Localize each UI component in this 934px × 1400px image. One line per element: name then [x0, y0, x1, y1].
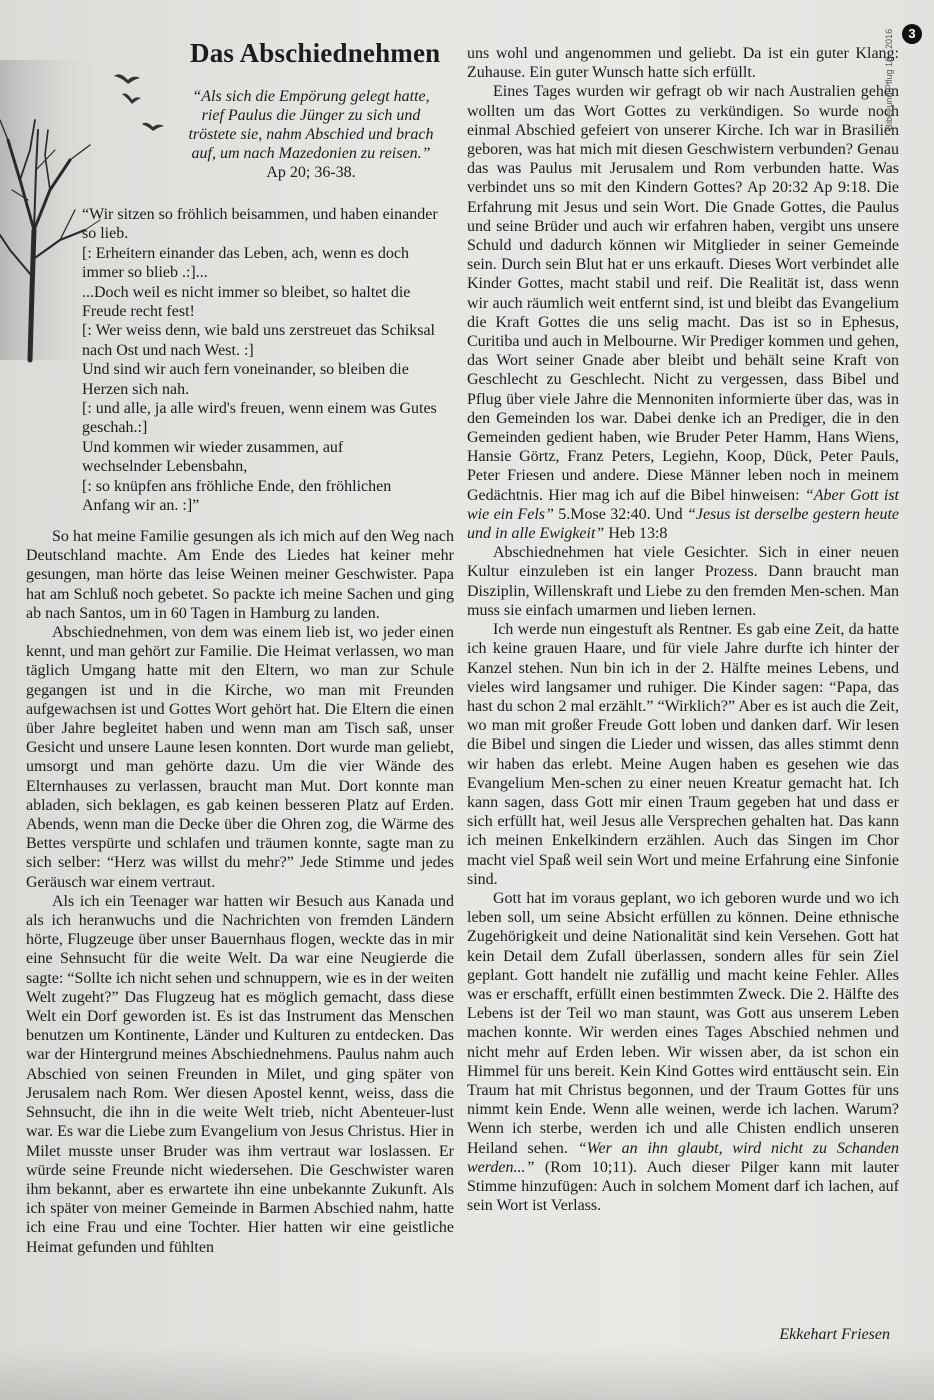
paragraph: Abschiednehmen, von dem was einem lieb ist, wo jeder einen kennt, und man gehört zur Familie. Die Heimat verlassen, wo man täglich Umgang hatte mit den Eltern, wo man zur Schule gegangen ist und in die Kirche, wo man mit Freunden aufgewachsen ist und Gottes Wort gehört hat. Die Eltern die einen über Jahre begleitet haben und wenn man am Tisch saß, unser Gesicht und unsere Laune lesen konnten. Dort wurde man geliebt, umsorgt und man gehörte dazu. Um die vier Wände des Elternhauses zu verlassen, braucht man Mut. Dort konnte man abladen, sich beklagen, es gab keinen besseren Platz auf Erden. Abends, wenn man die Decke über die Ohren zog, die Wärme des Bettes verspürte und schlafen und träumen konnte, sagte man zu sich selber: “Herz was willst du mehr?” Jede Stimme und jedes Geräusch war einem vertraut. — [26, 624, 454, 891]
poem-line: [: Erheitern einander das Leben, ach, wenn es doch — [82, 244, 409, 262]
side-label — [884, 28, 934, 160]
bible-quote: “Jesus ist derselbe gestern heute und in alle Ewigkeit” — [467, 505, 899, 543]
right-column — [467, 28, 900, 1215]
author-signature: Ekkehart Friesen — [779, 1326, 890, 1343]
paragraph: Ich werde nun eingestuft als Rentner. Es gab eine Zeit, da hatte ich keine grauen Haare, und für viele Jahre durfte ich hinter der Kanzel stehen. Nun bin ich in der 2. Hälfte meines Lebens, und vieles wird langsamer und ruhiger. Die Kinder sagen: “Papa, das hast du schon 2 mal erzählt.” “Wirklich?” Aber es ist auch die Zeit, wo man mit großer Freude Gott loben und danken darf. Wir lesen die Bibel und singen die Lieder und wissen, das alles stimmt denn wir haben das erlebt. Meine Augen haben es gesehen wie das Evangelium Men-schen zu einer neuen Kreatur gemacht hat. Ich kann sagen, dass Gott mir einen Traum gegeben hat und dass er sich erfüllt hat, weil Jesus alle Versprechen gehalten hat. Das kann ich meinen Enkelkindern erzählen. Auch das Singen im Chor macht viel Spaß weil sein Wort und meine Erfahrung eine Sinfonie sind. — [467, 621, 899, 888]
poem-line: [: und alle, ja alle wird's freuen, wenn einem was Gutes — [82, 400, 437, 418]
epigraph-quote — [170, 87, 452, 182]
paragraph: Als ich ein Teenager war hatten wir Besuch aus Kanada und als ich heranwuchs und die Nachrichten von fremden Ländern hörte, Flugzeuge über unser Bauernhaus flogen, weckte das in mir eine Sehnsucht für die weite Welt. Da war eine Neugierde die sagte: “Sollte ich nicht sehen und schnuppern, wie es in der weiten Welt zugeht?” Das Flugzeug hat es möglich gemacht, dass diese Welt ein Dorf geworden ist. Es ist das Instrument das Menschen benutzen um Kontinente, Länder und Kulturen zu entdecken. Das war der Hintergrund meines Abschiednehmens. Paulus nahm auch Abschied von seinen Freunden in Milet, und ging später von Jerusalem nach Rom. Wer diesen Apostel kennt, weiss, dass die Sehnsucht, die ihn in die weite Welt trieb, nicht Abenteuer-lust war. Es war die Liebe zum Evangelium von Jesus Christus. Hier in Milet musste unser Bruder was ihm vertraut war loslassen. Er würde seine Freunde nicht wiedersehen. Die Geschwister waren ihm bekannt, aber es erwartete ihn eine unbekannte Zukunft. Als ich später von meiner Gemeinde in Barmen Abschied nahm, hatte ich eine Frau und eine Tochter. Hier hatten wir eine geistliche Heimat gefunden und fühlten — [26, 892, 454, 1256]
quote-line: tröstete sie, nahm Abschied und brach — [188, 126, 434, 143]
bible-reference: Heb 13:8 — [608, 525, 668, 543]
side-label-text: Bibel und Pflug 12 · 2016 — [884, 28, 894, 130]
poem-line: “Wir sitzen so fröhlich beisammen, und haben einander — [82, 206, 438, 223]
paragraph-text: (Rom 10;11). Auch dieser Pilger kann mit lauter Stimme hinzufügen: Auch in solchem Moment darf ich lachen, auf sein Wort ist Verlass. — [467, 1158, 900, 1215]
poem-line: [: so knüpfen ans fröhliche Ende, den fröhlichen — [82, 477, 392, 495]
bible-quote: “Aber Gott ist wie ein Fels” — [467, 486, 899, 523]
birds-illustration — [110, 70, 170, 140]
poem-line: so lieb. — [82, 225, 129, 243]
poem-line: wechselnder Lebensbahn, — [82, 458, 248, 476]
paragraph: Abschiednehmen hat viele Gesichter. Sich in einer neuen Kultur einzuleben ist ein langer Prozess. Dann braucht man Disziplin, Willenskraft und Liebe zu den fremden Men-schen. Man muss sie einfach umarmen und lieben lernen. — [467, 544, 899, 619]
paragraph — [467, 889, 899, 1215]
poem-line: Freude recht fest! — [82, 303, 195, 321]
poem-line: Und sind wir auch fern voneinander, so bleiben die — [82, 361, 409, 379]
bible-quote: “Wer an ihn glaubt, wird nicht zu Schanden werden...” — [467, 1139, 900, 1176]
poem-line: ...Doch weil es nicht immer so bleibet, so haltet die — [82, 283, 411, 301]
quote-reference: Ap 20; 36-38. — [266, 164, 356, 181]
song-poem — [82, 205, 462, 516]
poem-line: [: Wer weiss denn, wie bald uns zerstreuet das Schiksal — [82, 322, 435, 340]
page-number-badge: 3 — [902, 24, 922, 44]
poem-line: Und kommen wir wieder zusammen, auf — [82, 438, 344, 456]
article-title: Das Abschiednehmen — [190, 38, 441, 68]
left-column — [26, 527, 454, 1257]
paragraph-text: Eines Tages wurden wir gefragt ob wir nach Australien gehen wollten um das Wort Gottes zu verkündigen. So wurde noch einmal Abschied gefeiert von unserer Kirche. Ich war in Brasilien geboren, was hat mich mit diesen Geschwistern verbunden? Genau das was Paulus mit Jerusalem und Rom verbunden hatte. Was verbindet uns so mit den Kindern Gottes? Ap 20:32 Ap 9:18. Die Erfahrung mit Jesus und sein Wort. Die Gnade Gottes, die Paulus und seine Brüder und auch wir erfahren haben, vergibt uns unsere Schuld und dadurch können wir Mitglieder in seiner Gemeinde sein. Durch sein Blut hat er uns erkauft. Dieses Wort verbindet alle Kinder Gottes, macht stabil und reif. Die Realität ist, dass wenn wir auch räumlich weit entfernt sind, ist und bleibt das Evangelium die Kraft Gottes die uns selig macht. Das ist so in Ephesus, Curitiba und auch in Melbourne. Wir Prediger kommen und gehen, das Wort seiner Gnade aber bleibt und behält seine Kraft von Geschlecht zu Geschlecht. Nicht zu vergessen, dass Bibel und Pflug über viele Jahre die Mennoniten informierte über das, was in den Gemeinden los war. Dabei denke ich an Prediger, die in den Gemeinden gedient haben, wie Bruder Peter Hamm, Hans Wiens, Hansie Görtz, Franz Peters, Legiehn, Koop, Dück, Peter Pauls, Peter Friesen und andere. Diese Männer leben noch in meinem Gedächtnis. Hier mag ich auf die Bibel hinweisen: — [467, 83, 899, 504]
poem-line: Herzen sich nah. — [82, 380, 190, 398]
bible-reference: 5.Mose 32:40. Und — [558, 505, 683, 523]
paragraph-text: Gott hat im voraus geplant, wo ich geboren wurde und wo ich leben soll, um seine Absicht erfüllen zu können. Deine ethnische Zugehörigkeit und deine Nationalität sind kein Versehen. Gott hat kein Detail dem Zufall überlassen, sondern alles für sein Ziel geplant. Gott handelt nie zufällig und macht keine Fehler. Alles was er erschafft, erfüllt einen bestimmten Zweck. Die 2. Hälfte des Lebens ist der Teil wo man staunt, was Gott aus unserem Leben machen konnte. Wir werden eines Tages Abschied nehmen und nicht mehr auf Erden leben. Wir wissen aber, da ist schon ein Himmel für uns bereit. Kein Kind Gottes wird enttäuscht sein. Ein Traum hat mit Christus begonnen, und der Traum Gottes für uns nimmt kein Ende. Wenn alle weinen, werde ich lachen. Warum? Wenn ich sterbe, werden ich und alle Chisten endlich unseren Heiland sehen. — [467, 889, 899, 1157]
quote-line: rief Paulus die Jünger zu sich und — [201, 107, 421, 124]
poem-line: geschah.:] — [82, 419, 148, 437]
page-bottom-shadow — [0, 1345, 934, 1400]
quote-line: “Als sich die Empörung gelegt hatte, — [192, 88, 430, 105]
paragraph: So hat meine Familie gesungen als ich mich auf den Weg nach Deutschland machte. Am Ende des Liedes hat keiner mehr gesungen, man hörte das leise Weinen meiner Geschwister. Papa hat am Schluß noch gebetet. So packte ich meine Sachen und ging ab nach Santos, um in 60 Tagen in Hamburg zu landen. — [26, 528, 454, 622]
poem-line: nach Ost und nach West. :] — [82, 341, 254, 359]
paragraph: uns wohl und angenommen und geliebt. Da ist ein guter Klang: Zuhause. Ein guter Wunsch hatte sich erfüllt. — [467, 45, 899, 82]
poem-line: immer so blieb .:]... — [82, 264, 208, 282]
poem-line: Anfang wir an. :]” — [82, 497, 200, 515]
quote-line: auf, um nach Mazedonien zu reisen.” — [191, 145, 431, 162]
